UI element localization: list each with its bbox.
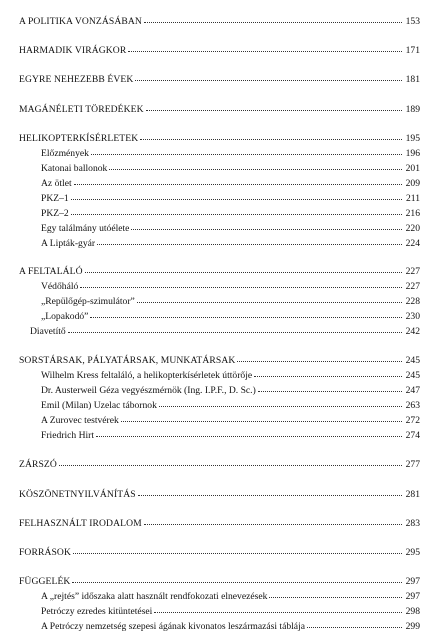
toc-section-row: [19, 133, 420, 145]
toc-entry-title: Diavetítő: [30, 326, 66, 337]
dot-leader: [307, 626, 402, 628]
toc-entry-title: Friedrich Hirt: [41, 430, 95, 441]
toc-subsection-row: [41, 591, 420, 603]
toc-entry-title: „Lopakodó”: [41, 311, 89, 322]
toc-entry-title: Emil (Milan) Uzelac tábornok: [41, 400, 157, 411]
toc-entry-title: Egy találmány utóélete: [41, 223, 130, 234]
dot-leader: [85, 271, 402, 273]
toc-page-number: 196: [405, 148, 420, 159]
dot-leader: [258, 390, 402, 392]
toc-page-number: 227: [405, 266, 420, 277]
toc-entry-title: FÜGGELÉK: [19, 576, 71, 587]
toc-section-row: [19, 45, 420, 57]
toc-section-row: [19, 459, 420, 471]
toc-page-number: 272: [405, 415, 420, 426]
dot-leader: [109, 168, 402, 170]
toc-entry-title: A „rejtés” időszaka alatt használt rendfokozati elnevezések: [41, 591, 268, 602]
toc-entry-title: ZÁRSZÓ: [19, 459, 57, 470]
toc-subsection-row: [41, 223, 420, 235]
dot-leader: [131, 228, 402, 230]
toc-page-number: 283: [405, 518, 420, 529]
toc-entry-title: A Zurovec testvérek: [41, 415, 119, 426]
toc-page-number: 201: [405, 163, 420, 174]
toc-page-number: 181: [405, 74, 420, 85]
toc-page-number: 245: [405, 370, 420, 381]
toc-entry-title: PKZ–1: [41, 193, 69, 204]
dot-leader: [140, 138, 402, 140]
toc-page-number: 220: [405, 223, 420, 234]
toc-page-number: 281: [405, 489, 420, 500]
toc-page-number: 242: [405, 326, 420, 337]
toc-page-number: 228: [405, 296, 420, 307]
dot-leader: [269, 596, 402, 598]
toc-subsection-row: [41, 606, 420, 618]
toc-entry-title: Előzmények: [41, 148, 89, 159]
toc-section-row: [19, 74, 420, 86]
dot-leader: [135, 79, 402, 81]
dot-leader: [138, 494, 402, 496]
toc-section-row: [19, 518, 420, 530]
dot-leader: [144, 523, 402, 525]
toc-entry-title: Védőháló: [41, 281, 79, 292]
toc-subsection-row: [41, 208, 420, 220]
toc-subsection-row: [41, 311, 420, 323]
toc-subsection-row: [41, 238, 420, 250]
dot-leader: [121, 420, 402, 422]
toc-subsection-row: [41, 415, 420, 427]
toc-entry-title: A Petróczy nemzetség szepesi ágának kivonatos leszármazási táblája: [41, 621, 305, 632]
toc-section-row: [19, 16, 420, 28]
toc-section-row: [19, 576, 420, 588]
toc-page-number: 247: [405, 385, 420, 396]
dot-leader: [74, 183, 402, 185]
dot-leader: [72, 581, 402, 583]
toc-page-number: 227: [405, 281, 420, 292]
toc-page-number: 295: [405, 547, 420, 558]
dot-leader: [91, 153, 402, 155]
toc-subsection-row: [41, 621, 420, 633]
toc-section-row: [19, 266, 420, 278]
dot-leader: [71, 198, 402, 200]
toc-page-number: 297: [405, 576, 420, 587]
toc-entry-title: FORRÁSOK: [19, 547, 71, 558]
toc-page-number: 195: [405, 133, 420, 144]
toc-page-number: 245: [405, 355, 420, 366]
toc-page-number: 299: [405, 621, 420, 632]
toc-entry-title: A FELTALÁLÓ: [19, 266, 83, 277]
toc-entry-title: PKZ–2: [41, 208, 69, 219]
toc-entry-title: KÖSZÖNETNYILVÁNÍTÁS: [19, 489, 136, 500]
toc-entry-title: SORSTÁRSAK, PÁLYATÁRSAK, MUNKATÁRSAK: [19, 355, 236, 366]
dot-leader: [73, 552, 402, 554]
toc-subsection-row: [41, 430, 420, 442]
toc-entry-title: „Repülőgép-szimulátor”: [41, 296, 135, 307]
toc-entry-title: A POLITIKA VONZÁSÁBAN: [19, 16, 142, 27]
toc-subsection-row: [41, 281, 420, 293]
toc-section-row: [19, 104, 420, 116]
toc-page-number: 274: [405, 430, 420, 441]
toc-entry-title: FELHASZNÁLT IRODALOM: [19, 518, 142, 529]
toc-subsection-row: [41, 193, 420, 205]
toc-subsection-row: [41, 296, 420, 308]
toc-page-number: 153: [405, 16, 420, 27]
toc-subsection-row: [41, 163, 420, 175]
toc-section-row: [19, 355, 420, 367]
toc-entry-title: HARMADIK VIRÁGKOR: [19, 45, 127, 56]
toc-page-number: 224: [405, 238, 420, 249]
toc-subsection-row: [41, 148, 420, 160]
dot-leader: [154, 611, 402, 613]
toc-entry-title: Katonai ballonok: [41, 163, 108, 174]
toc-page-number: 171: [405, 45, 420, 56]
toc-entry-title: Wilhelm Kress feltaláló, a helikopterkísérletek úttörője: [41, 370, 253, 381]
dot-leader: [80, 286, 402, 288]
dot-leader: [146, 109, 402, 111]
dot-leader: [159, 405, 402, 407]
toc-page-number: 189: [405, 104, 420, 115]
toc-subsection-row: [41, 385, 420, 397]
toc-entry-title: MAGÁNÉLETI TÖREDÉKEK: [19, 104, 144, 115]
toc-page-number: 209: [405, 178, 420, 189]
toc-page-number: 216: [405, 208, 420, 219]
toc-entry-title: Dr. Austerweil Géza vegyészmérnök (Ing. I.P.F., D. Sc.): [41, 385, 256, 396]
dot-leader: [59, 464, 402, 466]
toc-entry-title: Az ötlet: [41, 178, 72, 189]
dot-leader: [68, 331, 402, 333]
toc-page-number: 211: [405, 193, 420, 204]
dot-leader: [71, 213, 402, 215]
dot-leader: [90, 316, 402, 318]
toc-subsection-row: [41, 400, 420, 412]
toc-page-number: 263: [405, 400, 420, 411]
toc-subsection-row: [41, 178, 420, 190]
toc-entry-title: HELIKOPTERKÍSÉRLETEK: [19, 133, 139, 144]
toc-page-number: 230: [405, 311, 420, 322]
toc-page-number: 277: [405, 459, 420, 470]
toc-subsection-row: [30, 326, 420, 338]
dot-leader: [137, 301, 402, 303]
toc-entry-title: EGYRE NEHEZEBB ÉVEK: [19, 74, 134, 85]
toc-section-row: [19, 489, 420, 501]
dot-leader: [97, 243, 402, 245]
toc-entry-title: Petróczy ezredes kitüntetései: [41, 606, 153, 617]
toc-section-row: [19, 547, 420, 559]
toc-subsection-row: [41, 370, 420, 382]
toc-page-number: 297: [405, 591, 420, 602]
dot-leader: [237, 360, 402, 362]
toc-page-number: 298: [405, 606, 420, 617]
toc-entry-title: A Lipták-gyár: [41, 238, 96, 249]
dot-leader: [128, 50, 402, 52]
dot-leader: [254, 375, 402, 377]
dot-leader: [96, 435, 402, 437]
dot-leader: [144, 21, 402, 23]
